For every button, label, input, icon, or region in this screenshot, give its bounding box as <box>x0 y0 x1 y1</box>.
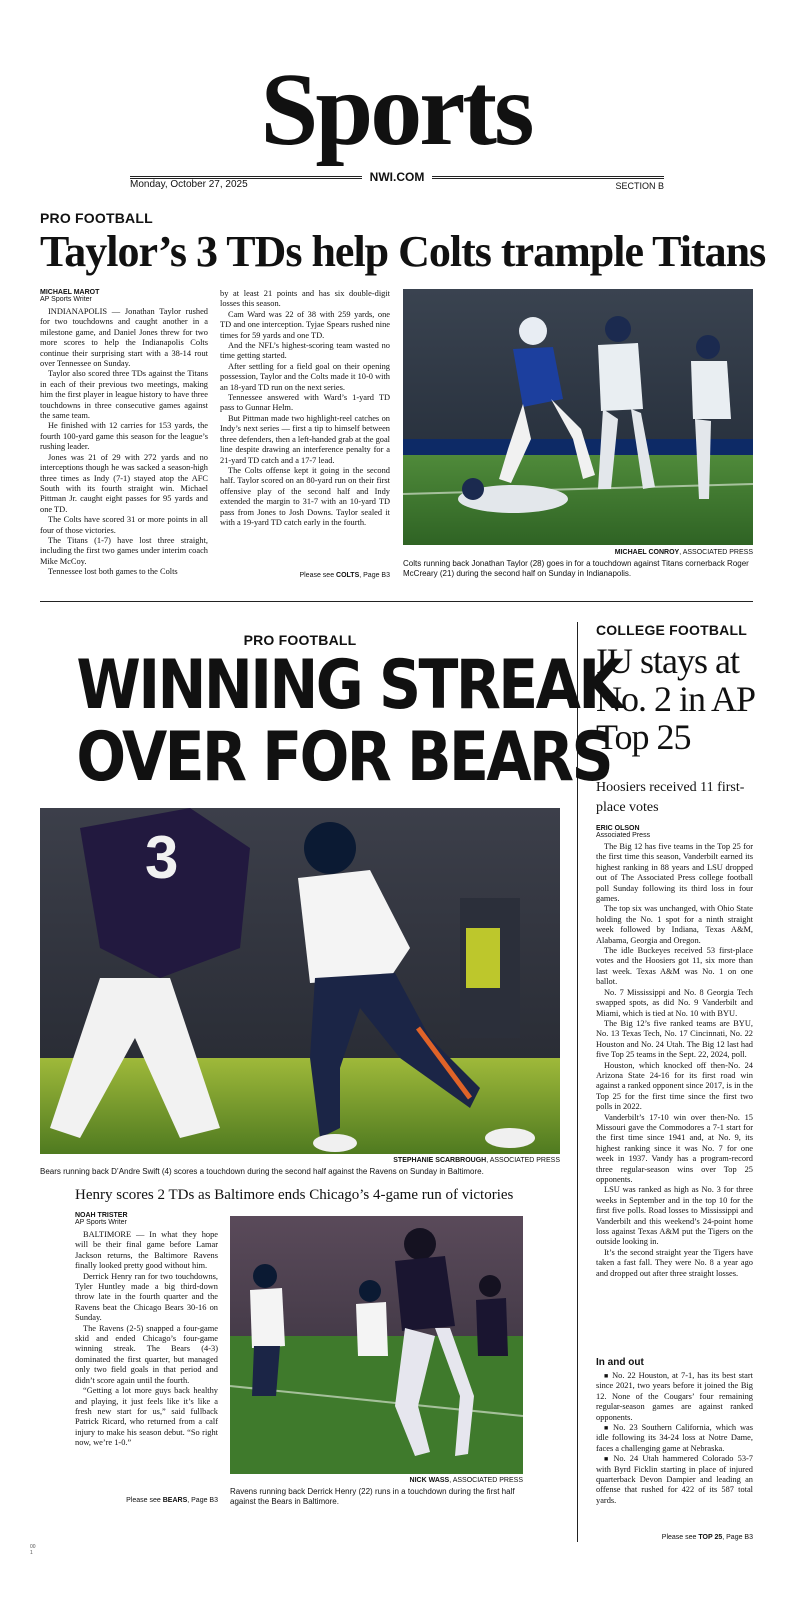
story3-paragraph: It’s the second straight year the Tigers have taken a fast fall. They were No. 8 a year ago and dropped out after three straight losses. <box>596 1247 753 1278</box>
in-and-out-item: ■ No. 23 Southern California, which was idle following its 34-24 loss at Notre Dame, faces a challenging game at Nebraska. <box>596 1423 753 1454</box>
story1-kicker: PRO FOOTBALL <box>40 210 153 226</box>
story3-byline-name: ERIC OLSON <box>596 825 640 832</box>
page-folio <box>30 1544 36 1556</box>
story3-paragraph: The Big 12 has five teams in the Top 25 for the first time this season, Vanderbilt earned its highest ranking in 88 years and LSU dropped out of The Associated Press college football poll Sunday following its third loss in four games. <box>596 842 753 904</box>
story1-paragraph: INDIANAPOLIS — Jonathan Taylor rushed for two touchdowns and caught another in a milestone game, and Daniel Jones threw for two more scores to help the Indianapolis Colts continue their surprising start with a 38-14 rout over Tennessee on Sunday. <box>40 307 208 369</box>
story1-paragraph: He finished with 12 carries for 153 yards, the fourth 100-yard game this season for the league’s rushing leader. <box>40 421 208 452</box>
jump-target: BEARS <box>162 1497 188 1504</box>
masthead-date: Monday, October 27, 2025 <box>130 179 248 190</box>
story1-paragraph: Jones was 21 of 29 with 272 yards and no interceptions though he was sacked a season-high three times as Indy (7-1) stayed atop the AFC South with its fourth straight win. Michael Pittman Jr. caught eight passes for 95 yards and one TD. <box>40 452 208 514</box>
jump-prefix: Please see <box>126 1497 163 1504</box>
jump-target: TOP 25 <box>698 1534 723 1541</box>
story1-paragraph: But Pittman made two highlight-reel catches on Indy’s next series — first a tip to himself between three defenders, then a left-handed grab at the goal line despite drawing an interference penalty for a 21-yard TD catch and a 17-7 lead. <box>220 413 390 465</box>
section-divider <box>40 601 753 602</box>
story1-paragraph: Tennessee answered with Ward’s 1-yard TD pass to Gunnar Helm. <box>220 393 390 413</box>
jump-target: COLTS <box>336 572 360 579</box>
credit-org: , ASSOCIATED PRESS <box>486 1157 560 1164</box>
credit-name: STEPHANIE SCARBROUGH <box>393 1157 487 1164</box>
story3-paragraph: Houston, which knocked off then-No. 24 Arizona State 24-16 for its first road win against a ranked opponent since 2017, is in the Top 25 for the first time since the first two polls in 2022. <box>596 1060 753 1112</box>
story3-deck: Hoosiers received 11 first-place votes <box>596 780 745 815</box>
story2-photo2-credit <box>230 1477 523 1484</box>
story3-kicker: COLLEGE FOOTBALL <box>596 622 747 638</box>
story3-column <box>596 842 753 1342</box>
jump-prefix: Please see <box>299 572 337 579</box>
story2-byline-name: NOAH TRISTER <box>75 1212 128 1219</box>
story2-byline <box>75 1212 128 1226</box>
story3-paragraph: No. 7 Mississippi and No. 8 Georgia Tech swapped spots, as did No. 9 Vanderbilt and Miami, which is tied at No. 10 with BYU. <box>596 987 753 1018</box>
credit-org: , ASSOCIATED PRESS <box>449 1477 523 1484</box>
story1-paragraph: Cam Ward was 22 of 38 with 259 yards, one TD and one interception. Tyjae Spears rushed nine times for 59 yards and one TD. <box>220 309 390 340</box>
credit-name: NICK WASS <box>409 1477 450 1484</box>
story3-subhead: In and out <box>596 1357 644 1368</box>
masthead-title: Sports <box>260 52 532 167</box>
bears-touchdown-photo[interactable] <box>40 808 560 1154</box>
in-and-out-item: ■ No. 24 Utah hammered Colorado 53-7 with Byrd Ficklin starting in place of injured quarterback Devon Dampier and leading an offense that rushed for 422 of its 587 total yards. <box>596 1454 753 1506</box>
story1-paragraph: Tennessee lost both games to the Colts <box>48 567 178 577</box>
story2-deck: Henry scores 2 TDs as Baltimore ends Chicago’s 4-game run of victories <box>75 1187 514 1203</box>
story1-byline-role: AP Sports Writer <box>40 296 92 303</box>
story2-kicker: PRO FOOTBALL <box>243 632 357 648</box>
story3-headline[interactable]: IU stays at No. 2 in AP Top 25 <box>596 641 754 757</box>
masthead-site[interactable]: NWI.COM <box>369 170 425 184</box>
story1-photo-credit <box>403 549 753 556</box>
story3-paragraph: The idle Buckeyes received 53 first-place votes and the Hoosiers got 11, six more than last week. Texas A&M was No. 1 on one ballot. <box>596 946 753 987</box>
in-and-out-item: ■ No. 22 Houston, at 7-1, has its best start since 2021, two years before it joined the Big 12. None of the Cougars’ four remaining regular-season games are against ranked opponents. <box>596 1371 753 1423</box>
story1-paragraph: The Colts offense kept it going in the second half. Taylor scored on an 80-yard run on their first offensive play of the second half and Indy extended the margin to 31-7 with an 10-yard TD pass from Jones to Josh Downs. Taylor sealed it with a 19-yard TD catch early in the fourth. <box>220 465 390 527</box>
story3-byline-role: Associated Press <box>596 832 651 839</box>
story2-jump-link[interactable] <box>75 1497 218 1504</box>
story1-headline[interactable]: Taylor’s 3 TDs help Colts trample Titans <box>40 227 766 276</box>
story3-in-and-out-list <box>596 1371 753 1519</box>
story1-photo-caption: Colts running back Jonathan Taylor (28) goes in for a touchdown against Titans cornerback Roger McCreary (21) during the second half on Sunday in Indianapolis. <box>403 559 749 578</box>
story2-photo-caption: Bears running back D’Andre Swift (4) scores a touchdown during the second half against the Ravens on Sunday in Baltimore. <box>40 1167 484 1176</box>
jump-page: , Page B3 <box>359 572 390 579</box>
story3-paragraph: LSU was ranked as high as No. 3 for three weeks in September and in the top 10 for the first five polls. Road losses to Mississippi and Vanderbilt and this weekend’s 24-point home loss against Texas A&M put the Tigers on the outside looking in. <box>596 1185 753 1247</box>
folio-line: 1 <box>30 1550 33 1556</box>
jump-page: , Page B3 <box>722 1534 753 1541</box>
story1-paragraph: Taylor also scored three TDs against the Titans in each of their previous two meetings, making him the first player in league history to have three touchdowns in three consecutive games against the same team. <box>40 369 208 421</box>
story3-byline <box>596 825 650 839</box>
story1-paragraph: The Titans (1-7) have lost three straight, including the first two games under interim coach Mike McCoy. <box>40 535 208 566</box>
story2-paragraph: BALTIMORE — In what they hope will be their final game before Lamar Jackson returns, the Baltimore Ravens finally looked pretty good without him. <box>75 1230 218 1271</box>
story2-headline-line2: OVER FOR BEARS <box>76 718 612 797</box>
story3-paragraph: The Big 12’s five ranked teams are BYU, No. 13 Texas Tech, No. 17 Cincinnati, No. 22 Houston and No. 24 Utah. The Big 12 last had five Top 25 teams in the Sept. 22, 2024, poll. <box>596 1018 753 1060</box>
credit-name: MICHAEL CONROY <box>614 549 680 556</box>
jump-prefix: Please see <box>661 1534 699 1541</box>
story2-headline-line1: WINNING STREAK <box>76 646 622 725</box>
story2-photo2-caption: Ravens running back Derrick Henry (22) runs in a touchdown during the first half against the Bears in Baltimore. <box>230 1487 515 1506</box>
jump-page: , Page B3 <box>187 1497 218 1504</box>
colts-touchdown-photo[interactable] <box>403 289 753 545</box>
story2-headline[interactable] <box>76 646 622 797</box>
story1-paragraph: The Colts have scored 31 or more points in all four of those victories. <box>40 515 208 535</box>
story2-paragraph: “Getting a lot more guys back healthy and playing, it just feels like it’s like a fresh new start for us,” said fullback Patrick Ricard, who returned from a calf injury to make his season debut. “So right now, we’re 1-0.” <box>75 1386 218 1448</box>
svg-text:3: 3 <box>145 824 179 891</box>
folio-line: 00 <box>30 1544 36 1550</box>
story1-paragraph: And the NFL’s highest-scoring team wasted no time getting started. <box>220 341 390 361</box>
story1-jump-link[interactable] <box>220 572 390 579</box>
story3-paragraph: Vanderbilt’s 17-10 win over then-No. 15 Missouri gave the Commodores a 7-1 start for the first time since 1941 and, at No. 9, its highest ranking since it was No. 7 for one week in 1937. Vandy has a program-record three regular-season wins over Top 25 opponents. <box>596 1112 753 1184</box>
masthead-section: SECTION B <box>615 181 664 191</box>
story1-byline <box>40 289 99 303</box>
story1-paragraph: After settling for a field goal on their opening possession, Taylor and the Colts made it 10-0 with an 18-yard TD run on the next series. <box>220 361 390 392</box>
story2-photo-credit <box>40 1157 560 1164</box>
story3-jump-link[interactable] <box>596 1534 753 1541</box>
story2-column-1 <box>75 1230 218 1490</box>
credit-org: , ASSOCIATED PRESS <box>679 549 753 556</box>
story1-paragraph: by at least 21 points and has six double-digit losses this season. <box>220 289 390 309</box>
story2-paragraph: Derrick Henry ran for two touchdowns, Tyler Huntley made a big third-down throw late in the fourth quarter and the Ravens beat the Chicago Bears 30-16 on Sunday. <box>75 1271 218 1323</box>
story1-column-1 <box>40 307 208 585</box>
masthead-rule-right <box>432 176 664 180</box>
story1-byline-name: MICHAEL MAROT <box>40 289 100 296</box>
story2-paragraph: The Ravens (2-5) snapped a four-game skid and ended Chicago’s four-game winning streak. The Bears (4-3) dominated the first quarter, but managed only two field goals in that period and didn’t score again until the fourth. <box>75 1323 218 1385</box>
story2-byline-role: AP Sports Writer <box>75 1219 127 1226</box>
story1-column-2 <box>220 289 390 565</box>
ravens-touchdown-photo[interactable] <box>230 1216 523 1474</box>
story3-paragraph: The top six was unchanged, with Ohio State holding the No. 1 spot for a ninth straight week followed by Indiana, Texas A&M, Alabama, Georgia and Oregon. <box>596 904 753 945</box>
